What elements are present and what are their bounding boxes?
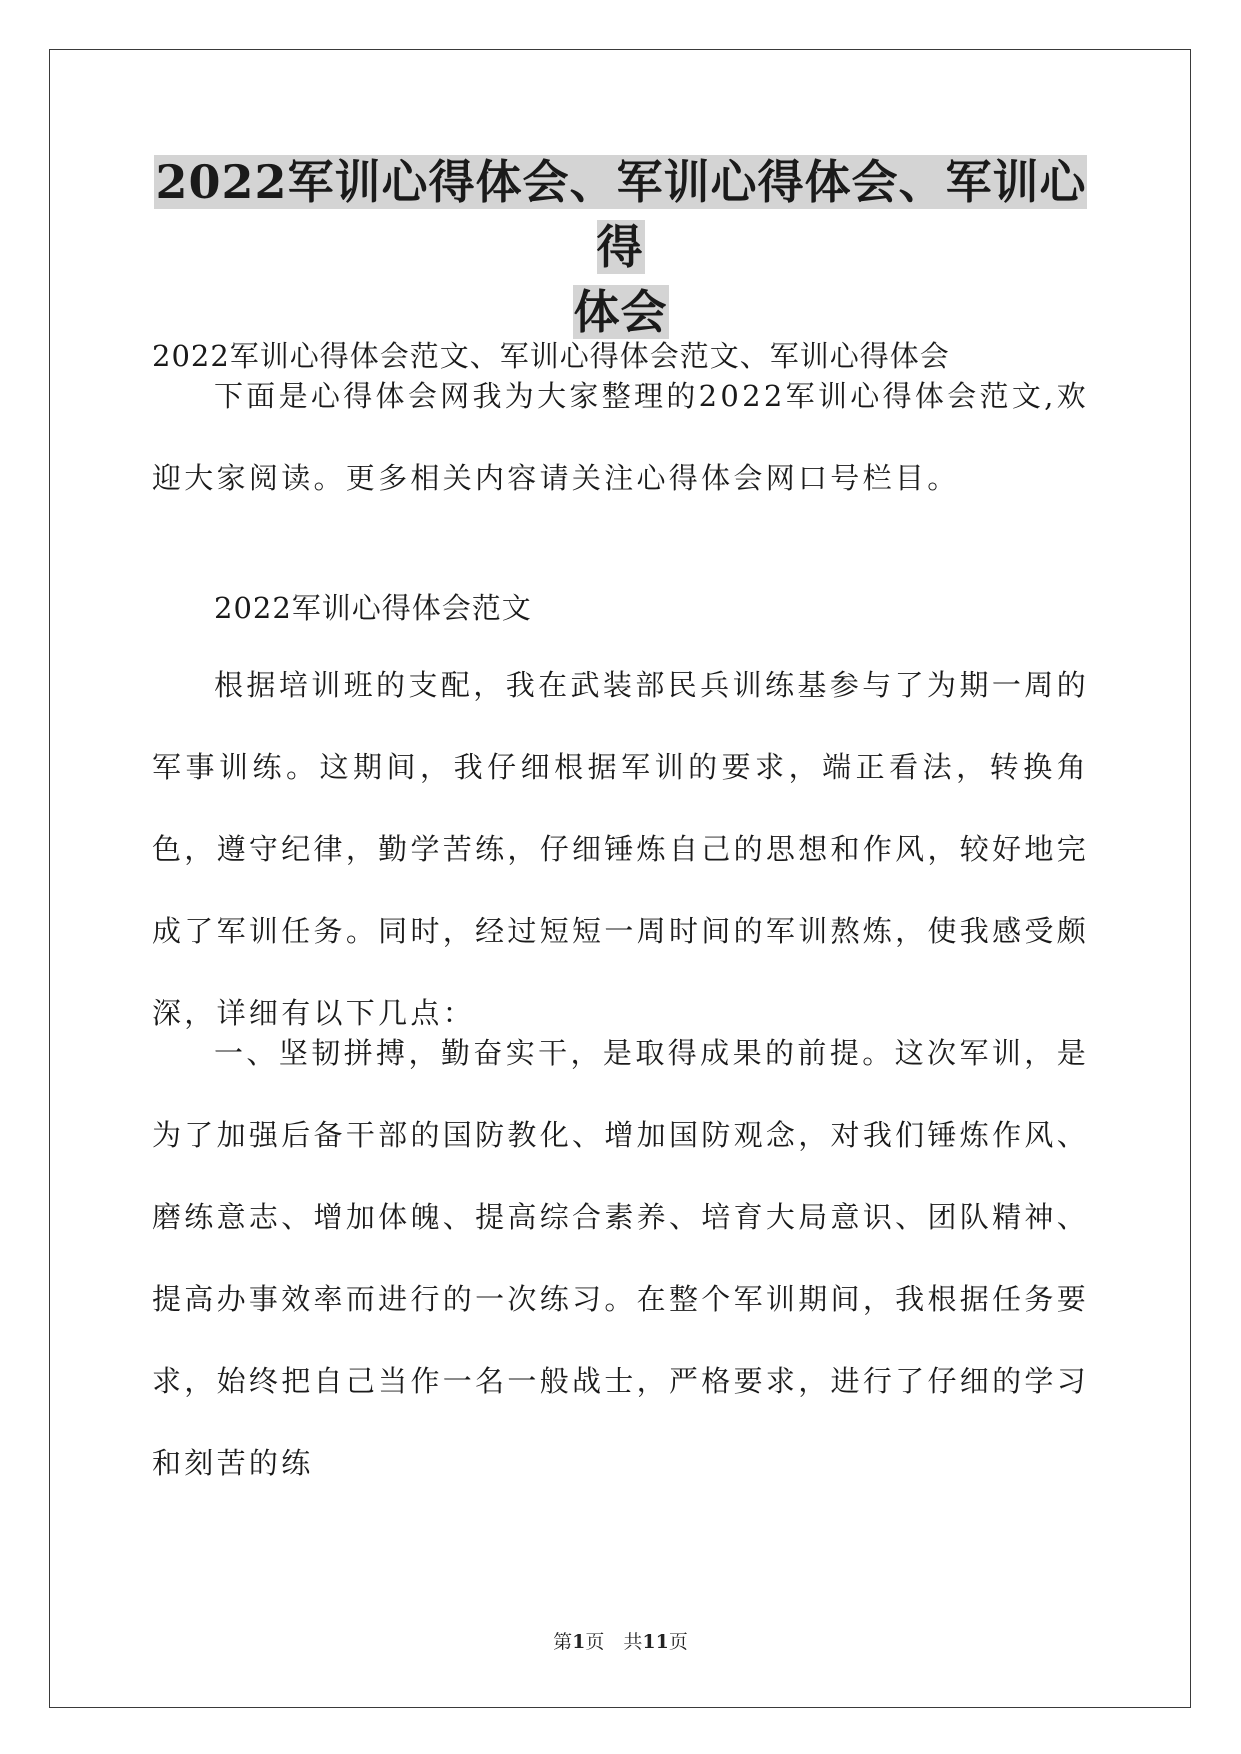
- footer-suffix: 页: [668, 1631, 688, 1653]
- document-title: [152, 150, 1089, 345]
- document-subtitle: 2022军训心得体会范文、军训心得体会范文、军训心得体会: [152, 339, 950, 373]
- title-line-1: 2022军训心得体会、军训心得体会、军训心得: [155, 155, 1087, 274]
- title-line-2: 体会: [573, 285, 668, 339]
- intro-paragraph: 下面是心得体会网我为大家整理的2022军训心得体会范文,欢迎大家阅读。更多相关内容请关注心得体会网口号栏目。: [152, 379, 1089, 495]
- body-paragraph-1: 根据培训班的支配，我在武装部民兵训练基参与了为期一周的军事训练。这期间，我仔细根据军训的要求，端正看法，转换角色，遵守纪律，勤学苦练，仔细锤炼自己的思想和作风，较好地完成了军训任务。同时，经过短短一周时间的军训熬炼，使我感受颇深，详细有以下几点：: [152, 668, 1089, 1030]
- page-footer: [0, 1627, 1241, 1654]
- footer-total-pages: 11: [642, 1631, 669, 1653]
- document-body: [152, 150, 1089, 1480]
- footer-middle: 页 共: [585, 1631, 643, 1653]
- footer-page-number: 1: [572, 1631, 586, 1653]
- body-paragraph-2: 一、坚韧拼搏，勤奋实干，是取得成果的前提。这次军训，是为了加强后备干部的国防教化、增加国防观念，对我们锤炼作风、磨练意志、增加体魄、提高综合素养、培育大局意识、团队精神、提高办事效率而进行的一次练习。在整个军训期间，我根据任务要求，始终把自己当作一名一般战士，严格要求，进行了仔细的学习和刻苦的练: [152, 1036, 1089, 1480]
- section-heading: 2022军训心得体会范文: [214, 591, 532, 625]
- footer-prefix: 第: [553, 1631, 573, 1653]
